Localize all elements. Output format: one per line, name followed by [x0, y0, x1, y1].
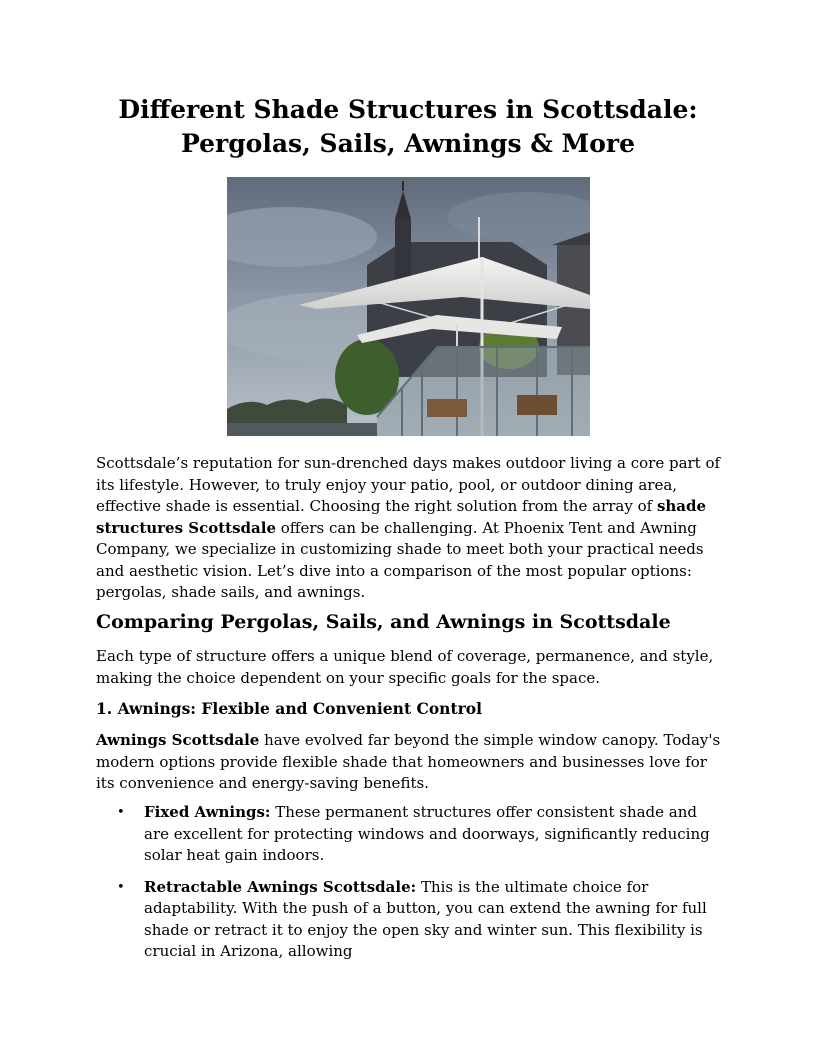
list-item-title: Fixed Awnings:	[144, 803, 271, 821]
awnings-bold-keyword: Awnings Scottsdale	[96, 731, 260, 749]
list-item-text: This is the ultimate choice for adaptability. With the push of a button, you can extend the awning for full shade or retract it to enjoy the open sky and winter sun. This flexibility is crucial in Arizona, allowing	[144, 877, 707, 960]
list-item	[96, 802, 721, 867]
intro-text-2: offers can be challenging. At Phoenix Tent and Awning Company, we specialize in customizing shade to meet both your practical needs and aesthetic vision. Let’s dive into a comparison of the most popular options: pergolas, shade sails, and awnings.	[96, 518, 704, 601]
title-line-2: Pergolas, Sails, Awnings & More	[181, 129, 635, 158]
awning-types-list	[96, 802, 721, 973]
patio-umbrella-photo-icon	[227, 177, 590, 436]
page-title	[96, 93, 720, 161]
bullet-marker: •	[117, 879, 125, 895]
section-intro-paragraph: Each type of structure offers a unique blend of coverage, permanence, and style, making the choice dependent on your specific goals for the space.	[96, 647, 714, 687]
section-heading: Comparing Pergolas, Sails, and Awnings in Scottsdale	[96, 611, 671, 633]
list-item	[96, 877, 721, 963]
bullet-marker: •	[117, 805, 125, 820]
list-item-text: These permanent structures offer consistent shade and are excellent for protecting windows and doorways, significantly reducing solar heat gain indoors.	[144, 803, 710, 864]
intro-bold-keyword: shade structures Scottsdale	[96, 497, 707, 537]
hero-image	[227, 177, 590, 436]
awnings-text: have evolved far beyond the simple window canopy. Today's modern options provide flexible shade that homeowners and businesses love for its convenience and energy-saving benefits.	[96, 731, 721, 792]
intro-text-1: Scottsdale’s reputation for sun-drenched days makes outdoor living a core part of its lifestyle. However, to truly enjoy your patio, pool, or outdoor dining area, effective shade is essential. Choosing the right solution from the array of	[96, 454, 721, 515]
title-line-1: Different Shade Structures in Scottsdale:	[118, 95, 698, 124]
list-item-title: Retractable Awnings Scottsdale:	[144, 877, 417, 896]
awnings-subheading: 1. Awnings: Flexible and Convenient Control	[96, 699, 482, 718]
intro-paragraph	[96, 453, 721, 604]
awnings-paragraph	[96, 730, 721, 795]
